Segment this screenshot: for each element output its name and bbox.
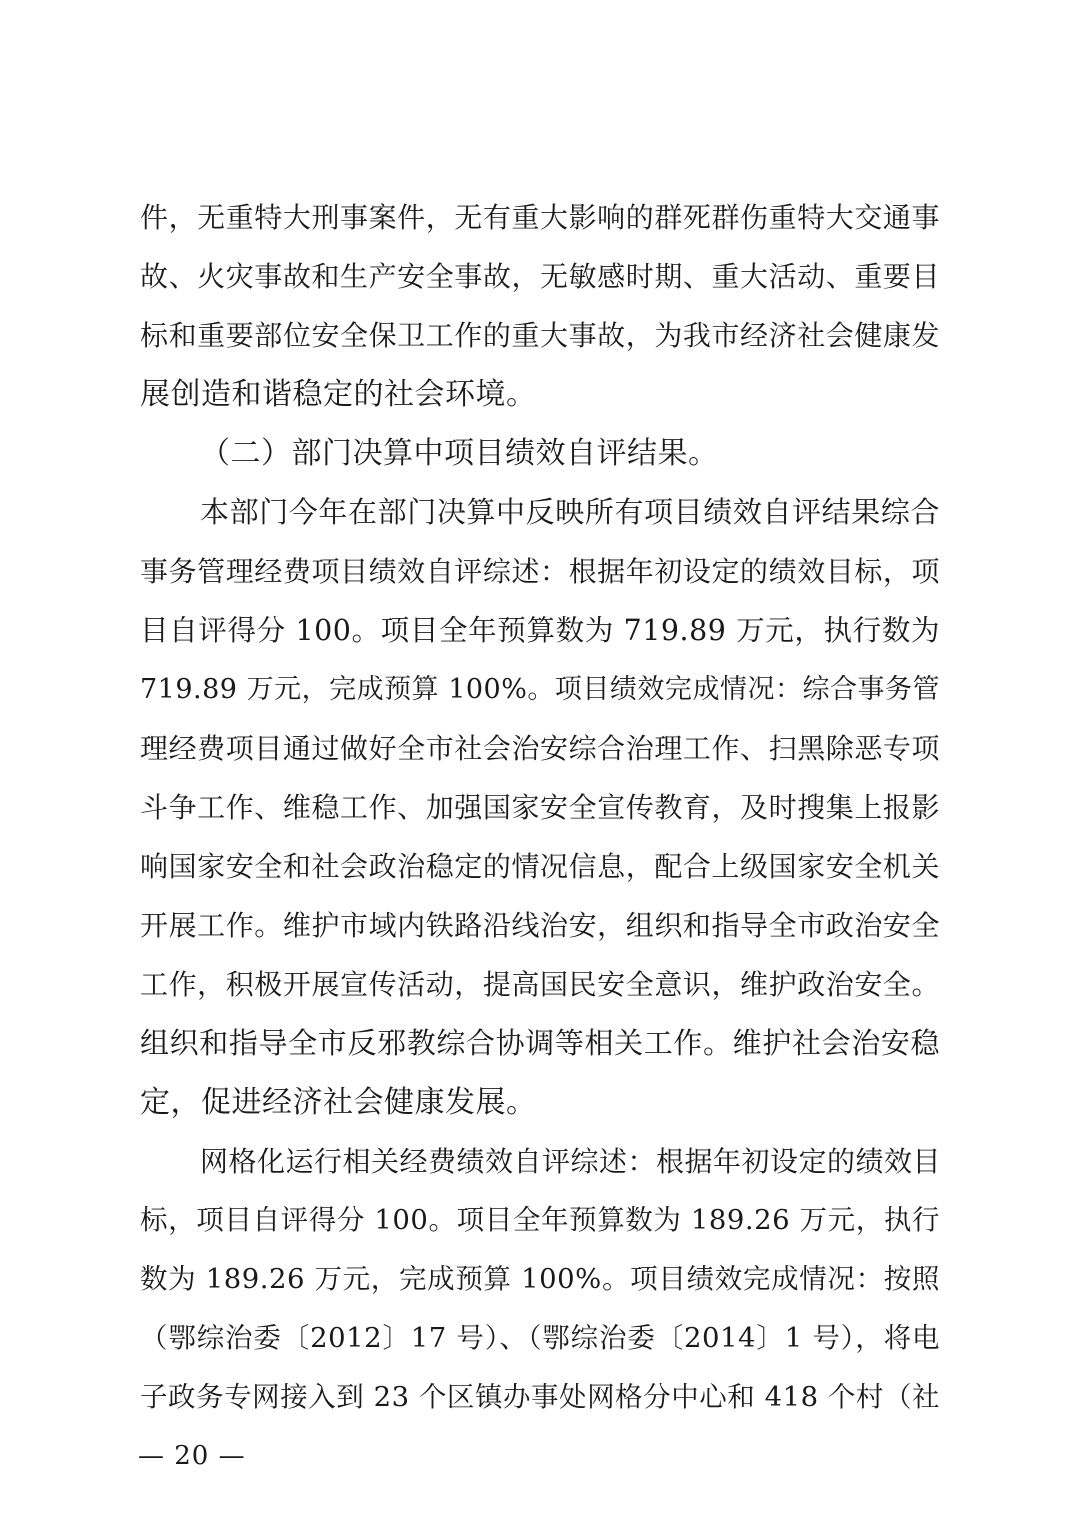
- paragraph-line: 故、火灾事故和生产安全事故，无敏感时期、重大活动、重要目: [140, 260, 940, 293]
- section-heading: （二）部门决算中项目绩效自评结果。: [200, 436, 719, 471]
- paragraph-line: 子政务专网接入到 23 个区镇办事处网格分中心和 418 个村（社: [140, 1381, 940, 1413]
- body-text: [140, 188, 940, 1427]
- paragraph-line: 理经费项目通过做好全市社会治安综合治理工作、扫黑除恶专项: [140, 732, 940, 765]
- paragraph-line: 719.89 万元，完成预算 100%。项目绩效完成情况：综合事务管: [140, 674, 940, 705]
- paragraph-line: 网格化运行相关经费绩效自评综述：根据年初设定的绩效目: [200, 1145, 942, 1178]
- paragraph-line: 目自评得分 100。项目全年预算数为 719.89 万元，执行数为: [140, 614, 940, 647]
- paragraph-line: （鄂综治委〔2012〕17 号）、（鄂综治委〔2014〕1 号），将电: [140, 1322, 940, 1354]
- paragraph-line: 本部门今年在部门决算中反映所有项目绩效自评结果综合: [200, 495, 940, 529]
- page-number: — 20 —: [138, 1441, 246, 1471]
- paragraph-line: 标，项目自评得分 100。项目全年预算数为 189.26 万元，执行: [140, 1204, 940, 1236]
- paragraph-line: 展创造和谐稳定的社会环境。: [140, 377, 537, 412]
- paragraph-line: 斗争工作、维稳工作、加强国家安全宣传教育，及时搜集上报影: [140, 791, 940, 824]
- paragraph-line: 数为 189.26 万元，完成预算 100%。项目绩效完成情况：按照: [140, 1263, 940, 1295]
- paragraph-line: 件，无重特大刑事案件，无有重大影响的群死群伤重特大交通事: [140, 201, 940, 234]
- paragraph-line: 工作，积极开展宣传活动，提高国民安全意识，维护政治安全。: [140, 968, 940, 1001]
- paragraph-line: 定，促进经济社会健康发展。: [140, 1085, 537, 1120]
- paragraph-line: 组织和指导全市反邪教综合协调等相关工作。维护社会治安稳: [140, 1026, 940, 1060]
- paragraph-line: 事务管理经费项目绩效自评综述：根据年初设定的绩效目标，项: [140, 555, 940, 588]
- paragraph-line: 响国家安全和社会政治稳定的情况信息，配合上级国家安全机关: [140, 850, 940, 883]
- paragraph-line: 开展工作。维护市域内铁路沿线治安，组织和指导全市政治安全: [140, 909, 940, 942]
- paragraph-line: 标和重要部位安全保卫工作的重大事故，为我市经济社会健康发: [140, 319, 940, 352]
